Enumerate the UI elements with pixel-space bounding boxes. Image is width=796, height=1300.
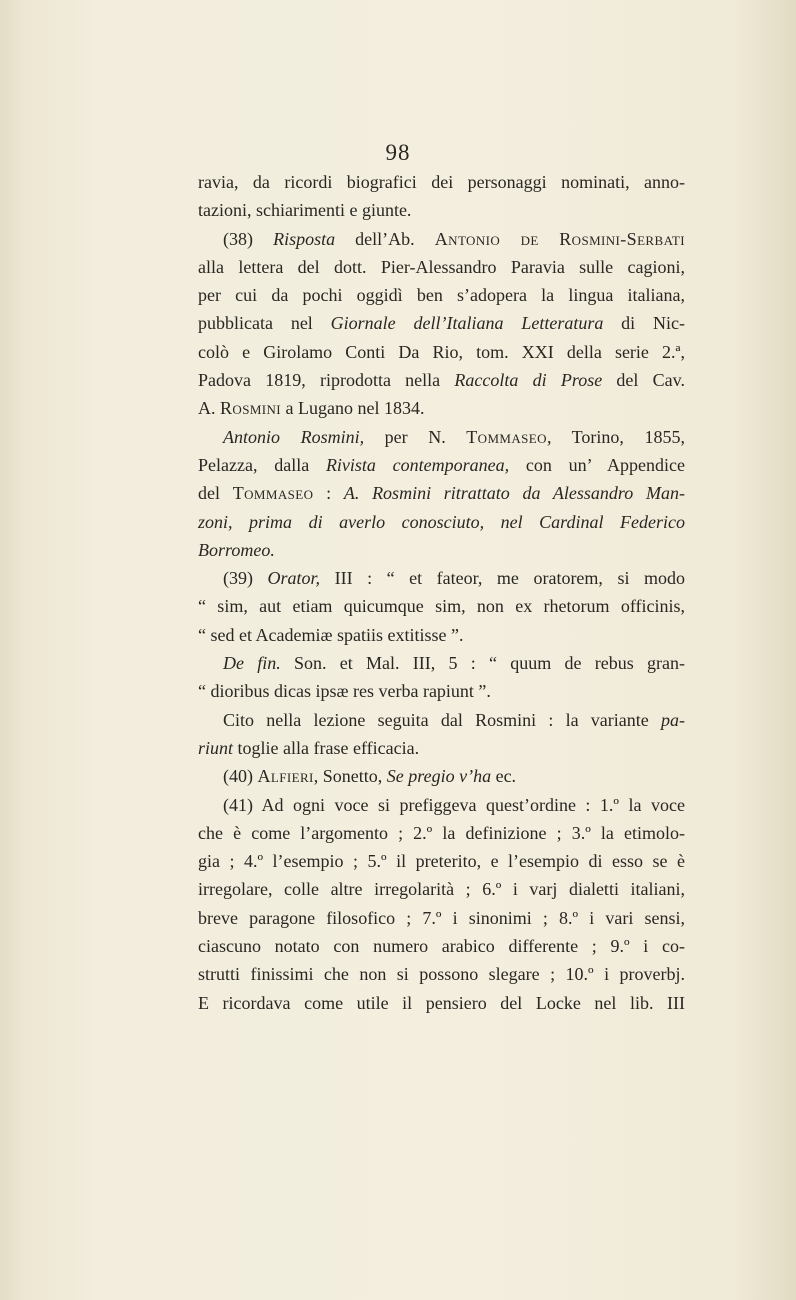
text-line: riunt toglie alla frase efficacia. <box>198 737 420 758</box>
text-line: Padova 1819, riprodotta nella Raccolta di Prose del Cav. <box>198 370 685 391</box>
text-line: Borromeo. <box>198 539 275 560</box>
footnote-41: (41) Ad ogni voce si prefiggeva quest’ordine : 1.º la voce <box>223 794 685 815</box>
text-line: Pelazza, dalla Rivista contemporanea, con un’ Appendice <box>198 454 686 475</box>
text-line: strutti finissimi che non si possono slegare ; 10.º i proverbj. <box>198 964 685 985</box>
page-number: 98 <box>385 140 411 165</box>
text-line: irregolare, colle altre irregolarità ; 6.º i varj dialetti italiani, <box>198 879 685 900</box>
text-line: A. Rosmini a Lugano nel 1834. <box>198 398 425 419</box>
text-line: Antonio Rosmini, per N. Tommaseo, Torino, 1855, <box>223 426 685 447</box>
text-line: del Tommaseo : A. Rosmini ritrattato da Alessandro Man- <box>198 483 685 504</box>
text-line: colò e Girolamo Conti Da Rio, tom. XXI della serie 2.ª, <box>198 341 685 362</box>
text-line: alla lettera del dott. Pier-Alessandro Paravia sulle cagioni, <box>198 256 685 277</box>
text-line: Cito nella lezione seguita dal Rosmini : la variante pa- <box>223 709 685 730</box>
text-line: zoni, prima di averlo conosciuto, nel Cardinal Federico <box>198 511 685 532</box>
text-line: ciascuno notato con numero arabico differente ; 9.º i co- <box>198 936 685 957</box>
text-line: “ dioribus dicas ipsæ res verba rapiunt ”. <box>198 681 491 702</box>
text-line: ravia, da ricordi biografici dei personaggi nominati, anno- <box>198 172 685 192</box>
text-line: che è come l’argomento ; 2.º la definizione ; 3.º la etimolo- <box>198 822 685 843</box>
footnote-39: (39) Orator, III : “ et fateor, me oratorem, si modo <box>223 568 685 589</box>
text-line: E ricordava come utile il pensiero del Locke nel lib. III <box>198 992 685 1013</box>
text-line: “ sim, aut etiam quicumque sim, non ex rhetorum officinis, <box>198 596 685 617</box>
text-line: breve paragone filosofico ; 7.º i sinonimi ; 8.º i vari sensi, <box>198 907 685 928</box>
footnote-40: (40) Alfieri, Sonetto, Se pregio v’ha ec. <box>223 766 517 787</box>
text-line: pubblicata nel Giornale dell’Italiana Letteratura di Nic- <box>198 313 685 334</box>
text-line: tazioni, schiarimenti e giunte. <box>198 200 412 221</box>
text-line: gia ; 4.º l’esempio ; 5.º il preterito, e l’esempio di esso se è <box>198 851 685 872</box>
footnote-38: (38) Risposta dell’Ab. Antonio de Rosmini-Serbati <box>223 228 685 249</box>
footnotes-text <box>198 168 685 1017</box>
text-line: “ sed et Academiæ spatiis extitisse ”. <box>198 624 464 645</box>
text-line: De fin. Son. et Mal. III, 5 : “ quum de rebus gran- <box>223 653 685 674</box>
text-line: per cui da pochi oggidì ben s’adopera la lingua italiana, <box>198 285 685 306</box>
